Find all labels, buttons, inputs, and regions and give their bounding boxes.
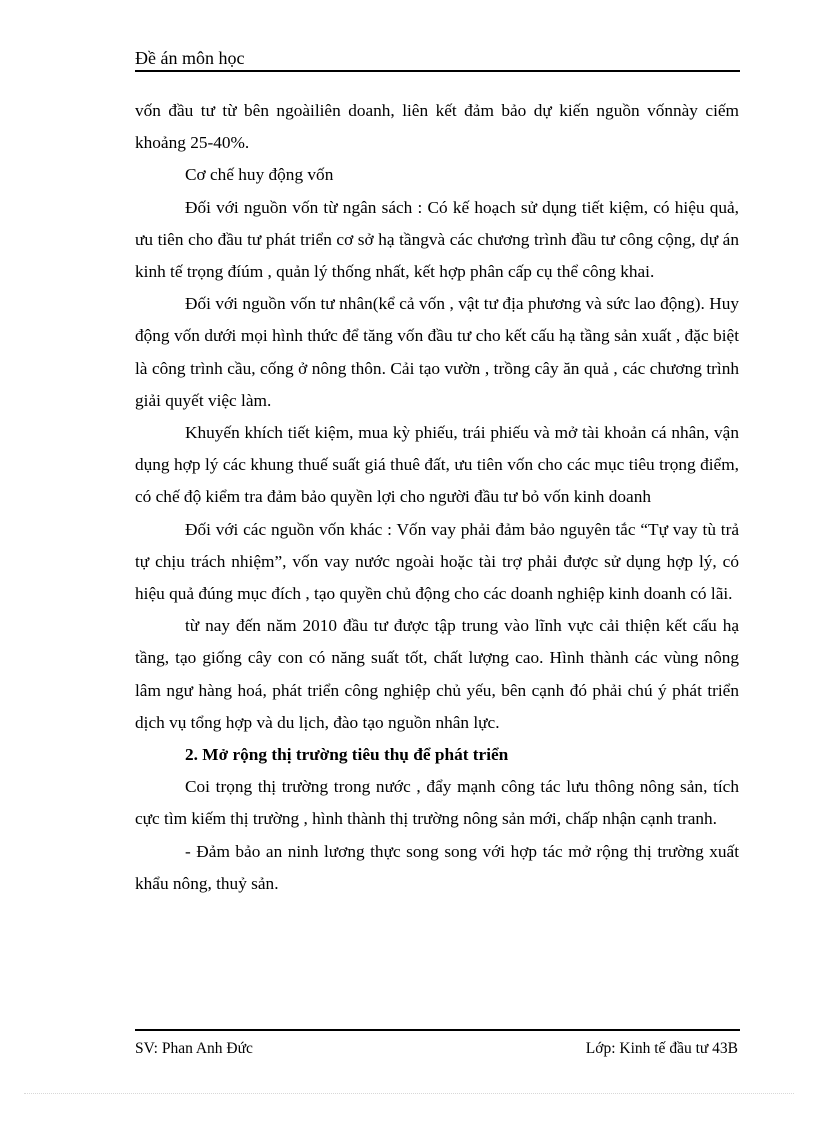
paragraph-private-capital: Đối với nguồn vốn tư nhân(kể cả vốn , vật tư địa phương và sức lao động). Huy động vốn dưới mọi hình thức để tăng vốn đầu tư cho kết cấu hạ tầng sản xuất , đặc biệt là công trình cầu, cống ở nông thôn. Cải tạo vườn , trồng cây ăn quả , các chương trình giải quyết việc làm. — [135, 294, 739, 410]
footer-student-name: SV: Phan Anh Đức — [135, 1040, 253, 1057]
document-body — [135, 95, 739, 900]
paragraph-capital-mechanism-title: Cơ chế huy động vốn — [185, 165, 334, 185]
section-heading-market-expansion: 2. Mở rộng thị trường tiêu thụ để phát triển — [185, 745, 509, 765]
paragraph-state-budget: Đối với nguồn vốn từ ngân sách : Có kế hoạch sử dụng tiết kiệm, có hiệu quả, ưu tiên cho đầu tư phát triển cơ sở hạ tầngvà các chương trình đầu tư công cộng, dự án kinh tế trọng đíúm , quản lý thống nhất, kết hợp phân cấp cụ thể công khai. — [135, 197, 739, 282]
paragraph-food-security: - Đảm bảo an ninh lương thực song song với hợp tác mở rộng thị trường xuất khẩu nông, thuỷ sản. — [135, 841, 739, 893]
document-title: Đề án môn học — [135, 48, 245, 68]
page-bottom-edge — [24, 1093, 794, 1094]
page-header — [135, 46, 740, 72]
paragraph-other-sources: Đối với các nguồn vốn khác : Vốn vay phải đảm bảo nguyên tắc “Tự vay tù trả tự chịu trách nhiệm”, vốn vay nước ngoài hoặc tài trợ phải được sử dụng hợp lý, có hiệu quả đúng mục đích , tạo quyền chủ động cho các doanh nghiệp kinh doanh có lãi. — [135, 519, 739, 604]
page-footer — [135, 1029, 740, 1061]
paragraph-capital-sources: vốn đầu tư từ bên ngoàiliên doanh, liên kết đảm bảo dự kiến nguồn vốnnày ciếm khoảng 25-40%. — [135, 101, 739, 153]
paragraph-investment-2010: từ nay đến năm 2010 đầu tư được tập trung vào lĩnh vực cải thiện kết cấu hạ tầng, tạo giống cây con có năng suất tốt, chất lượng cao. Hình thành các vùng nông lâm ngư hàng hoá, phát triển công nghiệp chủ yếu, bên cạnh đó phải chú ý phát triển dịch vụ tổng hợp và du lịch, đào tạo nguồn nhân lực. — [135, 616, 739, 732]
paragraph-domestic-market: Coi trọng thị trường trong nước , đẩy mạnh công tác lưu thông nông sản, tích cực tìm kiếm thị trường , hình thành thị trường nông sản mới, chấp nhận cạnh tranh. — [135, 777, 739, 829]
paragraph-savings-encouragement: Khuyến khích tiết kiệm, mua kỳ phiếu, trái phiếu và mở tài khoản cá nhân, vận dụng hợp lý các khung thuế suất giá thuê đất, ưu tiên vốn cho các mục tiêu trọng điểm, có chế độ kiểm tra đảm bảo quyền lợi cho người đầu tư bỏ vốn kinh doanh — [135, 423, 739, 507]
footer-class-name: Lớp: Kinh tế đầu tư 43B — [585, 1040, 738, 1057]
